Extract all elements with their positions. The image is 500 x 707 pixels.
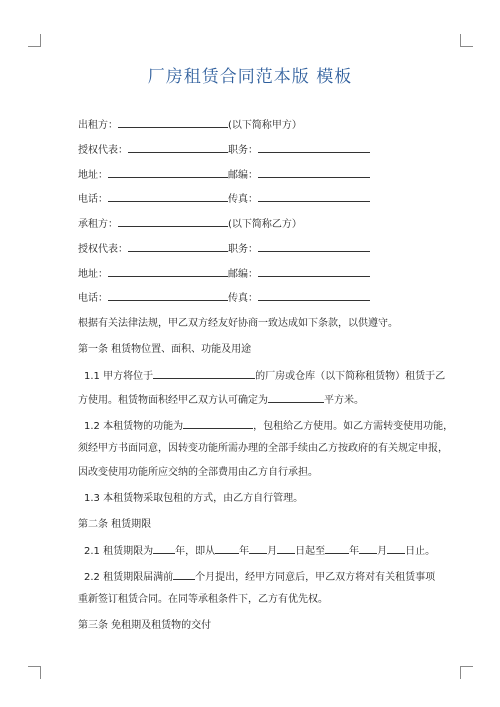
article1-p2-line2: 须经甲方书面同意，因转变功能所需办理的全部手续由乙方按政府的有关规定申报， (78, 443, 448, 454)
lessor-blank (118, 117, 228, 128)
crop-mark-bottom-right (460, 666, 473, 679)
crop-mark-top-right (460, 34, 473, 47)
article2-p2-text-a: 2.2 租赁期限届满前 (84, 572, 174, 583)
end-year-blank (325, 543, 349, 554)
postcode-label: 邮编： (228, 269, 258, 280)
months-blank (173, 569, 195, 580)
lessee-line (78, 216, 458, 232)
postcode-blank (258, 167, 370, 178)
fax-blank (258, 191, 370, 202)
lessor-line (78, 117, 458, 133)
address-label: 地址： (78, 269, 108, 280)
end-month-blank (359, 543, 377, 554)
lessee-suffix: (以下简称乙方） (228, 219, 302, 230)
article2-p1-text-e: 日起至 (295, 546, 326, 557)
address-blank (108, 167, 228, 178)
position-blank (258, 241, 370, 252)
years-blank (153, 543, 175, 554)
article1-p1-line1 (84, 368, 464, 384)
rep-blank (128, 241, 228, 252)
article1-p1-text-a: 1.1 甲方将位于 (84, 371, 154, 382)
function-blank (183, 418, 253, 429)
article2-p2-line1 (84, 569, 464, 585)
location-blank (153, 368, 255, 379)
lessee-rep-line (78, 241, 458, 257)
article2-p1-text-g: 月 (377, 546, 388, 557)
lessee-address-line (78, 266, 458, 282)
article2-p2-line2: 重新签订租赁合同。在同等承租条件下，乙方有优先权。 (78, 594, 328, 605)
article2-p1-text-f: 年 (349, 546, 360, 557)
article1-p2-text-b: ，包租给乙方使用。如乙方需转变使用功能， (253, 421, 454, 432)
article2-p1-text-c: 年 (239, 546, 250, 557)
article3-heading: 第三条 免租期及租赁物的交付 (78, 620, 212, 631)
intro-paragraph: 根据有关法律法规，甲乙双方经友好协商一致达成如下条款，以供遵守。 (78, 318, 398, 329)
rep-blank (128, 142, 228, 153)
phone-label: 电话： (78, 194, 108, 205)
crop-mark-top-left (28, 34, 41, 47)
article1-p1-text-d: 平方米。 (324, 395, 364, 406)
rep-label: 授权代表： (78, 244, 128, 255)
rep-label: 授权代表： (78, 145, 128, 156)
start-year-blank (215, 543, 239, 554)
article1-p2-line3: 因改变使用功能所应交纳的全部费用由乙方自行承担。 (78, 467, 318, 478)
article2-heading: 第二条 租赁期限 (78, 519, 152, 530)
lessor-rep-line (78, 142, 458, 158)
article1-p2-text-a: 1.2 本租赁物的功能为 (84, 421, 184, 432)
lessor-address-line (78, 167, 458, 183)
article2-p1 (84, 543, 464, 559)
article2-p2-text-b: 个月提出，经甲方同意后，甲乙双方将对有关租赁事项 (195, 572, 436, 583)
article2-p1-text-d: 月 (267, 546, 278, 557)
address-label: 地址： (78, 170, 108, 181)
article2-p1-text-h: 日止。 (405, 546, 436, 557)
phone-label: 电话： (78, 293, 108, 304)
area-blank (268, 392, 324, 403)
lessor-suffix: (以下简称甲方） (228, 120, 302, 131)
lessor-label: 出租方： (78, 120, 118, 131)
position-label: 职务： (228, 244, 258, 255)
lessor-phone-line (78, 191, 458, 207)
fax-label: 传真： (228, 194, 258, 205)
lessee-phone-line (78, 290, 458, 306)
start-day-blank (277, 543, 295, 554)
address-blank (108, 266, 228, 277)
fax-blank (258, 290, 370, 301)
fax-label: 传真： (228, 293, 258, 304)
position-label: 职务： (228, 145, 258, 156)
phone-blank (108, 290, 228, 301)
end-day-blank (387, 543, 405, 554)
start-month-blank (249, 543, 267, 554)
article2-p1-text-b: 年，即从 (175, 546, 216, 557)
phone-blank (108, 191, 228, 202)
article1-p3: 1.3 本租赁物采取包租的方式，由乙方自行管理。 (84, 493, 304, 504)
postcode-blank (258, 266, 370, 277)
position-blank (258, 142, 370, 153)
article2-p1-text-a: 2.1 租赁期限为 (84, 546, 154, 557)
lessee-label: 承租方： (78, 219, 118, 230)
postcode-label: 邮编： (228, 170, 258, 181)
crop-mark-bottom-left (28, 666, 41, 679)
article1-p1-text-b: 的厂房或仓库（以下简称租赁物）租赁于乙 (255, 371, 446, 382)
article1-p1-text-c: 方使用。租赁物面积经甲乙双方认可确定为 (78, 395, 268, 406)
article1-p2-line1 (84, 418, 464, 434)
lessee-blank (118, 216, 228, 227)
document-title: 厂房租赁合同范本版 模板 (147, 67, 353, 87)
article1-heading: 第一条 租赁物位置、面积、功能及用途 (78, 344, 252, 355)
article1-p1-line2 (78, 392, 458, 408)
